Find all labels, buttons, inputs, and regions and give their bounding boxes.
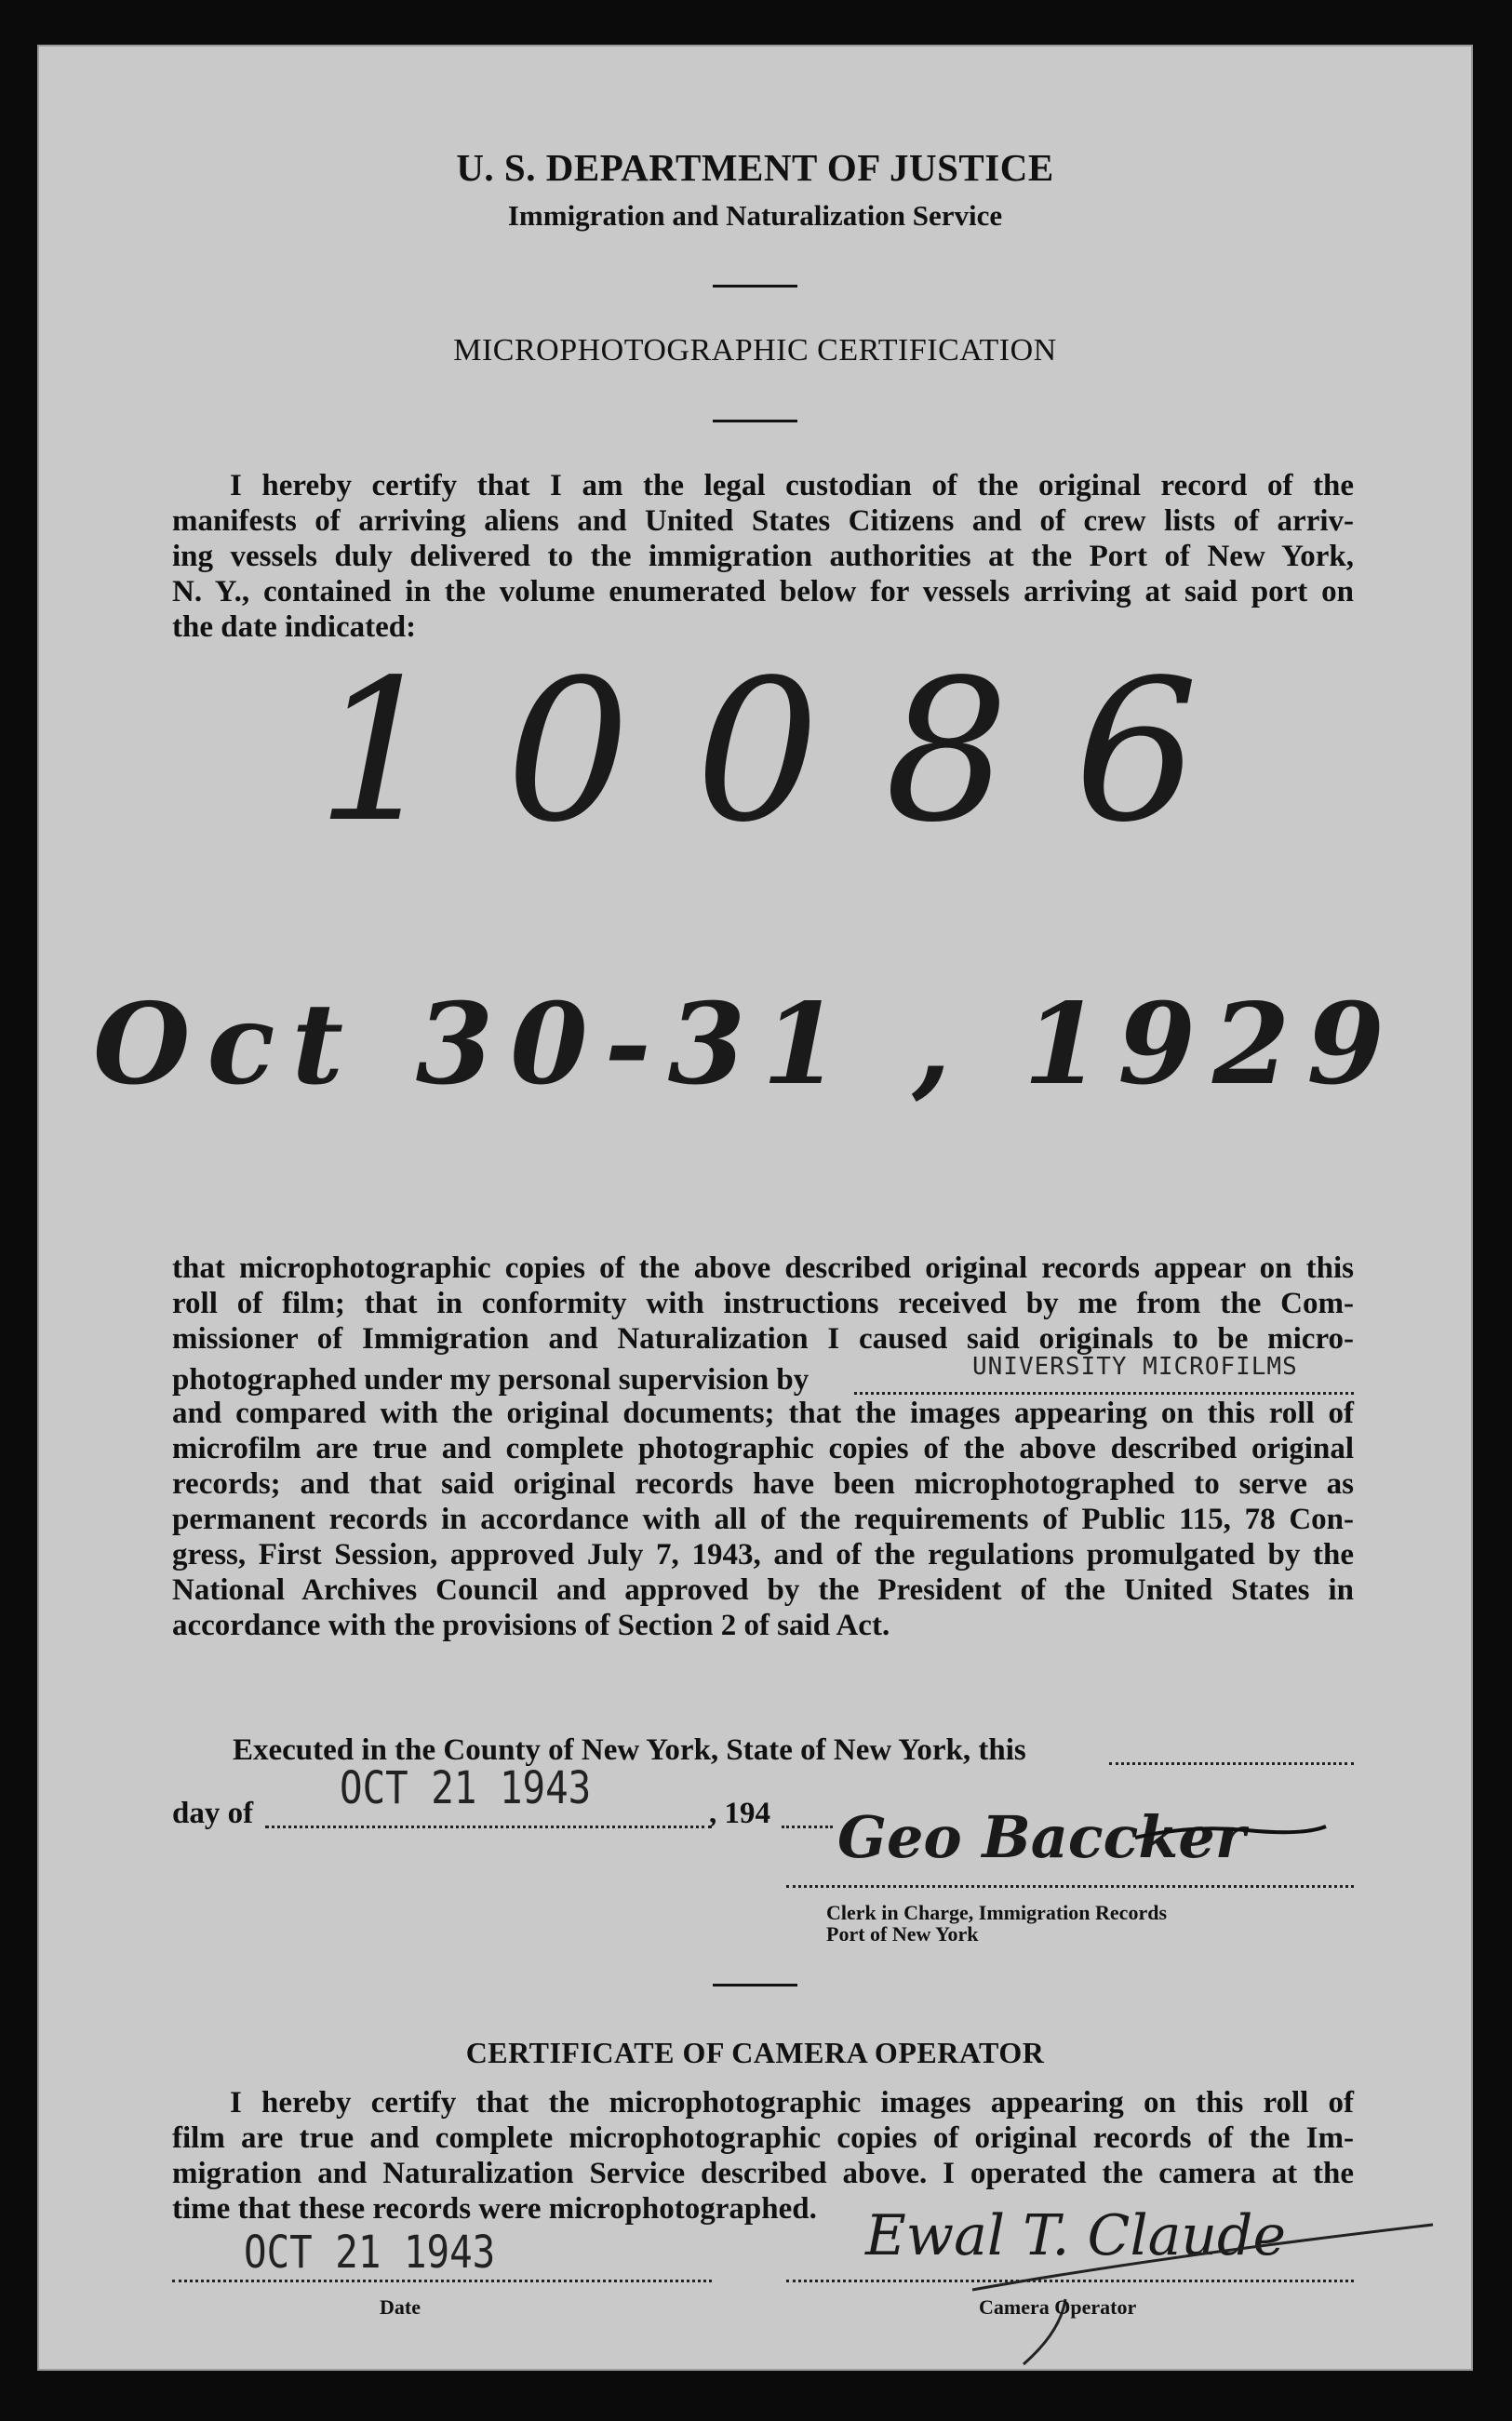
- day-of-label: day of: [172, 1797, 254, 1830]
- intro-line: I hereby certify that I am the legal custodian of the original record of the: [230, 469, 1354, 502]
- certificate-sheet: [37, 45, 1473, 2371]
- camera-date-line: [172, 2250, 712, 2282]
- camera-heading: CERTIFICATE OF CAMERA OPERATOR: [465, 2036, 1045, 2069]
- intro-line: manifests of arriving aliens and United States Citizens and of crew lists of arriv-: [172, 504, 1354, 538]
- intro-line: the date indicated:: [172, 610, 417, 644]
- camera-line: I hereby certify that the microphotographic images appearing on this roll of: [230, 2086, 1354, 2120]
- camera-date-stamp: OCT 21 1943: [244, 2227, 496, 2279]
- camera-line: migration and Naturalization Service described above. I operated the camera at the: [172, 2157, 1354, 2190]
- department-heading: U. S. DEPARTMENT OF JUSTICE: [456, 146, 1054, 189]
- supervision-stamp: UNIVERSITY MICROFILMS: [972, 1353, 1298, 1381]
- certification-paragraph-cont: [172, 1396, 1354, 1643]
- executed-text: Executed in the County of New York, State of New York, this: [233, 1733, 1026, 1767]
- executed-day-dotted-line: [1109, 1732, 1354, 1765]
- divider-camera: [713, 1984, 797, 1986]
- divider-title: [713, 420, 797, 422]
- clerk-signature: Geo Baccker: [837, 1803, 1246, 1871]
- signature-flourish: [1135, 1817, 1331, 1845]
- intro-line: N. Y., contained in the volume enumerated below for vessels arriving at said port on: [172, 575, 1354, 609]
- handwritten-date-range: Oct 30-31 , 1929: [93, 979, 1401, 1110]
- body-line: accordance with the provisions of Section 2 of said Act.: [172, 1609, 890, 1642]
- camera-operator-signature: Ewal T. Claude: [865, 2203, 1286, 2268]
- camera-operator-label: Camera Operator: [979, 2295, 1137, 2319]
- body-line: roll of film; that in conformity with instructions received by me from the Com-: [172, 1287, 1354, 1320]
- executed-date-stamp: OCT 21 1943: [340, 1762, 592, 1814]
- camera-line: film are true and complete microphotographic copies of original records of the Im-: [172, 2121, 1354, 2155]
- body-line: records; and that said original records have been microphotographed to serve as: [172, 1467, 1354, 1501]
- body-line: National Archives Council and approved by the President of the United States in: [172, 1573, 1354, 1607]
- year-dotted-line: [782, 1796, 833, 1828]
- supervision-prefix: photographed under my personal supervision by: [172, 1363, 810, 1397]
- body-line: and compared with the original documents; that the images appearing on this roll of: [172, 1397, 1354, 1430]
- divider-top: [713, 285, 797, 288]
- intro-line: ing vessels duly delivered to the immigration authorities at the Port of New York,: [172, 540, 1354, 573]
- camera-date-label: Date: [380, 2295, 421, 2319]
- body-line: gress, First Session, approved July 7, 1943, and of the regulations promulgated by the: [172, 1538, 1354, 1572]
- body-line: permanent records in accordance with all of the requirements of Public 115, 78 Con-: [172, 1503, 1354, 1536]
- camera-line: time that these records were microphotographed.: [172, 2192, 817, 2226]
- year-prefix: , 194: [709, 1797, 770, 1830]
- clerk-title: Clerk in Charge, Immigration Records: [826, 1901, 1168, 1924]
- form-title: MICROPHOTOGRAPHIC CERTIFICATION: [453, 333, 1057, 368]
- intro-paragraph: [172, 468, 1354, 645]
- body-line: missioner of Immigration and Naturalization I caused said originals to be micro-: [172, 1322, 1354, 1356]
- body-line: microfilm are true and complete photographic copies of the above described original: [172, 1432, 1354, 1465]
- handwritten-volume-number: 10086: [316, 637, 1264, 865]
- certification-paragraph: [172, 1251, 1354, 1357]
- operator-signature-strokes: [968, 2201, 1452, 2369]
- service-subheading: Immigration and Naturalization Service: [507, 199, 1003, 232]
- clerk-port: Port of New York: [826, 1922, 979, 1946]
- body-line: that microphotographic copies of the above described original records appear on this: [172, 1251, 1354, 1285]
